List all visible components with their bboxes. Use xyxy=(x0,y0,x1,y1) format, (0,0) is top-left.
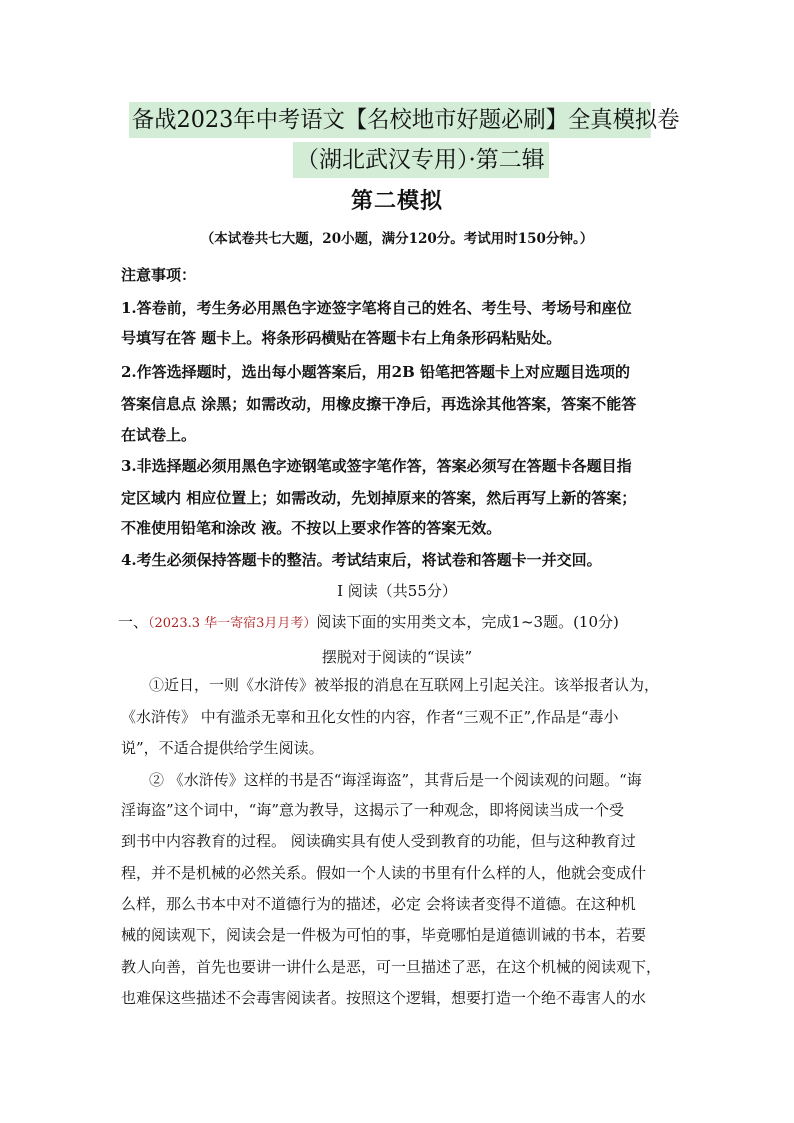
note-line: 不准使用铅笔和涂改 液。不按以上要求作答的答案无效。 xyxy=(121,519,502,537)
note-line: 在试卷上。 xyxy=(121,426,197,444)
note-line: 2.作答选择题时，选出每小题答案后，用2B 铅笔把答题卡上对应题目选项的 xyxy=(121,363,630,381)
question-prefix: 一、 xyxy=(118,613,149,631)
question-intro xyxy=(118,611,619,632)
subtitle: 第二模拟 xyxy=(350,189,443,214)
title-line-1: 备战2023年中考语文【名校地市好题必刷】全真模拟卷 xyxy=(129,102,651,138)
note-line: 1.答卷前，考生务必用黑色字迹签字笔将自己的姓名、考生号、考场号和座位 xyxy=(121,299,632,317)
article-line: ①近日，一则《水浒传》被举报的消息在互联网上引起关注。该举报者认为， xyxy=(149,676,660,694)
article-line: 械的阅读观下，阅读会是一件极为可怕的事，毕竟哪怕是道德训诫的书本，若要 xyxy=(121,926,647,944)
note-line: 定区域内 相应位置上；如需改动，先划掉原来的答案，然后再写上新的答案； xyxy=(121,489,637,507)
exam-info: （本试卷共七大题，20小题，满分120分。考试用时150分钟。） xyxy=(200,231,594,247)
note-line: 3.非选择题必须用黑色字迹钢笔或签字笔作答，答案必须写在答题卡各题目指 xyxy=(121,457,632,475)
article-line: 也难保这些描述不会毒害阅读者。按照这个逻辑，想要打造一个绝不毒害人的水 xyxy=(121,989,647,1007)
note-line: 4.考生必须保持答题卡的整洁。考试结束后，将试卷和答题卡一并交回。 xyxy=(121,551,602,569)
section-title: Ⅰ 阅读（共55分） xyxy=(337,582,457,600)
title-line-2: （湖北武汉专用）·第二辑 xyxy=(293,142,549,178)
note-line: 号填写在答 题卡上。将条形码横贴在答题卡右上角条形码粘贴处。 xyxy=(121,329,562,347)
article-line: 淫诲盗”这个词中，“诲”意为教导，这揭示了一种观念，即将阅读当成一个受 xyxy=(121,801,625,819)
note-line: 答案信息点 涂黑；如需改动，用橡皮擦干净后，再选涂其他答案，答案不能答 xyxy=(121,395,637,413)
article-line: 《水浒传》 中有滥杀无辜和丑化女性的内容，作者“三观不正”,作品是“毒小 xyxy=(121,708,619,726)
article-line: 教人向善，首先也要讲一讲什么是恶，可一旦描述了恶，在这个机械的阅读观下， xyxy=(121,958,662,976)
article-line: ② 《水浒传》这样的书是否“诲淫诲盗”，其背后是一个阅读观的问题。“诲 xyxy=(149,771,642,789)
article-line: 到书中内容教育的过程。 阅读确实具有使人受到教育的功能，但与这种教育过 xyxy=(121,832,636,850)
article-line: 程，并不是机械的必然关系。假如一个人读的书里有什么样的人，他就会变成什 xyxy=(121,864,647,882)
question-source: （2023.3 华一寄宿3月月考） xyxy=(148,616,317,631)
question-text: 阅读下面的实用类文本，完成1~3题。(10分) xyxy=(316,613,619,631)
notes-heading: 注意事项： xyxy=(121,266,197,284)
article-title: 摆脱对于阅读的“误读” xyxy=(321,648,473,666)
article-line: 么样，那么书本中对不道德行为的描述，必定 会将读者变得不道德。在这种机 xyxy=(121,895,636,913)
article-line: 说”，不适合提供给学生阅读。 xyxy=(121,739,324,757)
